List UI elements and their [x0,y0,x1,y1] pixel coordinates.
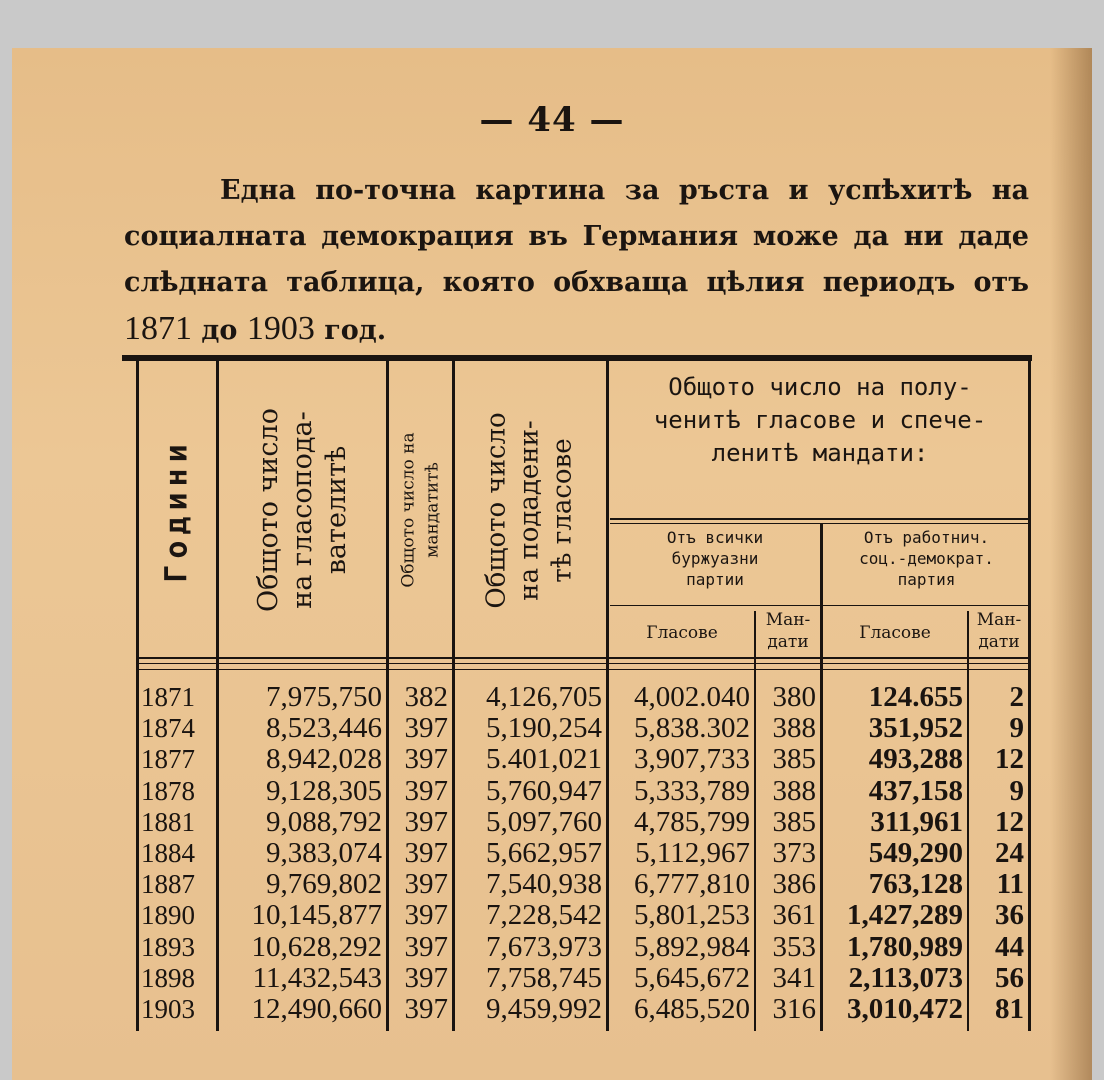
cell-bourgeois-votes: 5,333,789 [634,774,750,807]
cell-voters: 9,383,074 [266,837,382,869]
cell-bourgeois-mandates: 316 [772,993,816,1025]
cell-socdem-mandates: 9 [1009,774,1024,807]
cell-socdem-mandates: 12 [995,805,1024,838]
cell-bourgeois-mandates: 388 [772,712,816,745]
cell-socdem-votes: 549,290 [868,837,963,869]
header-voters: Общото число на гласопода- вателитѣ [252,408,352,612]
cell-mandates: 397 [404,837,448,869]
cell-socdem-votes: 763,128 [868,868,963,901]
cell-socdem-mandates: 2 [1009,681,1024,713]
cell-bourgeois-votes: 5,645,672 [634,961,750,994]
cell-year: 1890 [141,900,195,931]
cell-year: 1903 [141,994,195,1024]
cell-socdem-votes: 351,952 [868,712,963,745]
header-years: Години [160,437,195,583]
header-socdem-votes: Гласове [859,623,931,643]
cell-bourgeois-mandates: 373 [772,837,816,869]
cell-mandates: 397 [404,805,448,838]
cell-votes-cast: 5,662,957 [486,837,602,869]
header-bourgeois-votes: Гласове [646,623,718,643]
cell-votes-cast: 7,758,745 [486,961,602,994]
header-mandates: Общото число на мандатитѣ [398,432,443,588]
cell-votes-cast: 7,673,973 [486,930,602,963]
cell-year: 1871 [141,682,195,712]
cell-year: 1887 [141,869,195,900]
cell-socdem-mandates: 36 [995,899,1024,932]
cell-year: 1877 [141,744,195,775]
cell-bourgeois-mandates: 388 [772,774,816,807]
page-number: — 44 — [479,100,625,140]
cell-bourgeois-votes: 4,002.040 [634,681,750,713]
cell-bourgeois-votes: 5,801,253 [634,899,750,932]
page-edge-shadow [1050,48,1092,1080]
cell-voters: 12,490,660 [251,993,382,1025]
header-rule [136,669,1030,670]
cell-socdem-votes: 437,158 [868,774,963,807]
cell-socdem-mandates: 81 [995,993,1024,1025]
group-rule [610,523,1030,524]
cell-votes-cast: 4,126,705 [486,681,602,713]
cell-socdem-votes: 493,288 [868,743,963,776]
paragraph-tail: год. [314,315,387,346]
cell-bourgeois-votes: 3,907,733 [634,743,750,776]
header-votes-cast: Общото число на подадени- тѣ гласове [482,411,579,609]
cell-socdem-votes: 1,780,989 [847,930,963,963]
cell-mandates: 397 [404,899,448,932]
cell-voters: 8,942,028 [266,743,382,776]
cell-bourgeois-votes: 6,777,810 [634,868,750,901]
paragraph-middle: до [192,315,247,346]
cell-votes-cast: 5,190,254 [486,712,602,745]
header-socdem: Отъ работнич. соц.-демократ. партия [859,528,994,589]
cell-socdem-mandates: 44 [995,930,1024,963]
cell-year: 1893 [141,931,195,962]
cell-socdem-mandates: 9 [1009,712,1024,745]
cell-voters: 9,088,792 [266,805,382,838]
cell-mandates: 397 [404,993,448,1025]
cell-year: 1898 [141,962,195,993]
cell-socdem-votes: 1,427,289 [847,899,963,932]
cell-bourgeois-mandates: 361 [772,899,816,932]
cell-bourgeois-votes: 5,838.302 [634,712,750,745]
group-rule [610,518,1030,520]
cell-mandates: 382 [404,681,448,713]
cell-socdem-votes: 311,961 [870,805,963,838]
header-rule [136,657,1030,659]
subgroup-rule [610,605,1030,606]
cell-voters: 11,432,543 [252,961,382,994]
intro-paragraph [124,168,1029,354]
cell-mandates: 397 [404,774,448,807]
cell-voters: 9,128,305 [266,774,382,807]
cell-mandates: 397 [404,961,448,994]
cell-bourgeois-mandates: 380 [772,681,816,713]
cell-votes-cast: 9,459,992 [486,993,602,1025]
cell-socdem-votes: 2,113,073 [848,961,963,994]
cell-mandates: 397 [404,712,448,745]
cell-voters: 8,523,446 [266,712,382,745]
cell-year: 1881 [141,806,195,837]
cell-year: 1884 [141,838,195,868]
cell-socdem-mandates: 56 [995,961,1024,994]
cell-bourgeois-mandates: 386 [772,868,816,901]
paragraph-text: Една по-точна картина за ръста и успѣхитѣ на социалната демокрация въ Германия може да ни даде слѣдната таблица, която обхваща цѣлия периодъ отъ [124,175,1029,298]
header-bourgeois-mandates: Ман- дати [765,610,811,652]
cell-votes-cast: 5,760,947 [486,774,602,807]
cell-socdem-mandates: 12 [995,743,1024,776]
cell-bourgeois-votes: 5,112,967 [635,837,750,869]
cell-socdem-mandates: 24 [995,837,1024,869]
table-top-rule [122,355,1032,361]
cell-bourgeois-mandates: 385 [772,805,816,838]
cell-votes-cast: 5.401,021 [486,743,602,776]
cell-bourgeois-mandates: 353 [772,930,816,963]
cell-voters: 10,145,877 [251,899,382,932]
year-to: 1903 [246,310,315,347]
cell-year: 1874 [141,713,195,744]
cell-year: 1878 [141,775,195,806]
cell-mandates: 397 [404,743,448,776]
cell-bourgeois-votes: 6,485,520 [634,993,750,1025]
header-socdem-mandates: Ман- дати [976,610,1022,652]
cell-mandates: 397 [404,868,448,901]
group-header: Общото число на полу- ченитѣ гласове и спече- ленитѣ мандати: [653,373,987,467]
election-table [122,355,1032,1035]
cell-bourgeois-votes: 4,785,799 [634,805,750,838]
cell-socdem-mandates: 11 [996,868,1024,901]
cell-votes-cast: 7,540,938 [486,868,602,901]
cell-socdem-votes: 124.655 [868,681,963,713]
cell-votes-cast: 7,228,542 [486,899,602,932]
cell-bourgeois-mandates: 385 [772,743,816,776]
header-rule [136,663,1030,664]
cell-voters: 10,628,292 [251,930,382,963]
header-bourgeois: Отъ всички буржуазни партии [666,528,764,589]
cell-mandates: 397 [404,930,448,963]
cell-voters: 9,769,802 [266,868,382,901]
year-from: 1871 [124,310,192,347]
cell-voters: 7,975,750 [266,681,382,713]
cell-bourgeois-mandates: 341 [772,961,816,994]
cell-votes-cast: 5,097,760 [486,805,602,838]
cell-socdem-votes: 3,010,472 [847,993,963,1025]
cell-bourgeois-votes: 5,892,984 [634,930,750,963]
